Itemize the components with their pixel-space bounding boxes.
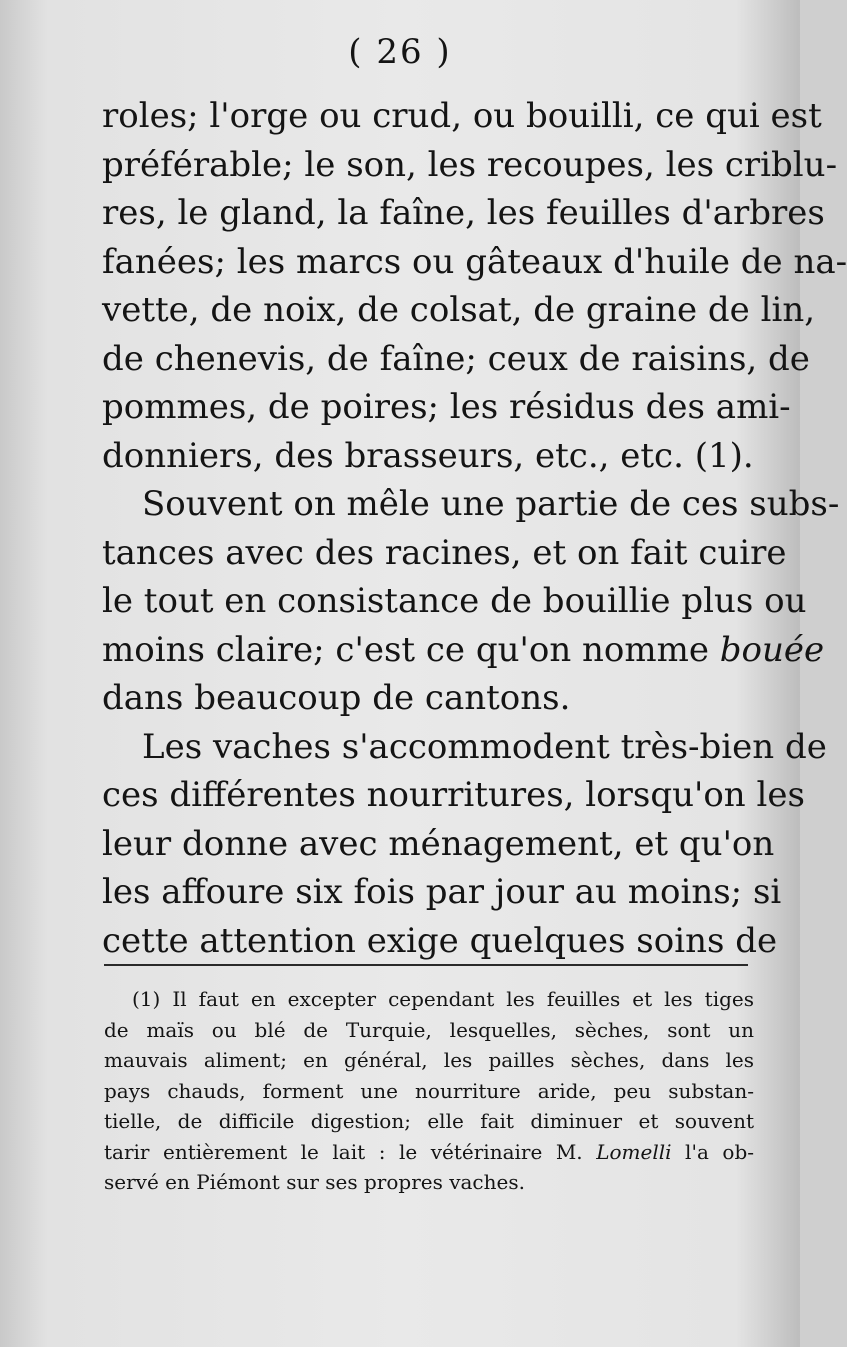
text-line: tances avec des racines, et on fait cuire	[102, 532, 787, 573]
text-line: le tout en consistance de bouillie plus ou	[102, 581, 807, 621]
text-line: res, le gland, la faîne, les feuilles d'arbres	[102, 193, 825, 233]
italic-name: Lomelli	[596, 1139, 672, 1164]
text-line: roles; l'orge ou crud, ou bouilli, ce qui est	[102, 96, 822, 136]
text-line: vette, de noix, de colsat, de graine de lin,	[102, 290, 816, 330]
footnote-line: (1) Il faut en excepter cependant les feuilles et les tiges	[132, 987, 754, 1011]
text-line: Souvent on mêle une partie de ces subs-	[142, 484, 840, 524]
text-line: cette attention exige quelques soins de	[102, 920, 778, 961]
footnote-line: tielle, de difficile digestion; elle fait diminuer et souvent	[104, 1109, 754, 1133]
footnote-line: mauvais aliment; en général, les pailles sèches, dans les	[104, 1048, 754, 1072]
body-text	[102, 92, 847, 965]
text-line: de chenevis, de faîne; ceux de raisins, de	[102, 338, 810, 379]
text-line: les affoure six fois par jour au moins; si	[102, 872, 782, 912]
page-number: ( 26 )	[348, 32, 452, 72]
footnote-divider	[104, 964, 748, 966]
footnote	[104, 984, 754, 1198]
footnote-line: servé en Piémont sur ses propres vaches.	[104, 1170, 525, 1194]
text-line: dans beaucoup de cantons.	[102, 678, 571, 718]
text-line: leur donne avec ménagement, et qu'on	[102, 823, 775, 864]
footnote-line-with-italic	[104, 1137, 754, 1168]
text-segment: l'a ob-	[671, 1139, 755, 1164]
text-line: donniers, des brasseurs, etc., etc. (1).	[102, 435, 754, 476]
text-line: pommes, de poires; les résidus des ami-	[102, 387, 791, 427]
text-line-with-italic	[102, 626, 825, 675]
text-line: Les vaches s'accommodent très-bien de	[142, 726, 827, 767]
footnote-line: pays chauds, forment une nourriture aride, peu substan-	[104, 1078, 754, 1103]
text-line: préférable; le son, les recoupes, les criblu-	[102, 144, 838, 185]
italic-term: bouée	[719, 629, 825, 670]
text-line: fanées; les marcs ou gâteaux d'huile de na-	[102, 241, 847, 282]
footnote-line: de maïs ou blé de Turquie, lesquelles, sèches, sont un	[104, 1017, 754, 1042]
text-line: ces différentes nourritures, lorsqu'on les	[102, 775, 805, 815]
text-segment: tarir entièrement le lait : le vétérinaire M.	[104, 1139, 597, 1164]
text-segment: moins claire; c'est ce qu'on nomme	[102, 629, 720, 670]
